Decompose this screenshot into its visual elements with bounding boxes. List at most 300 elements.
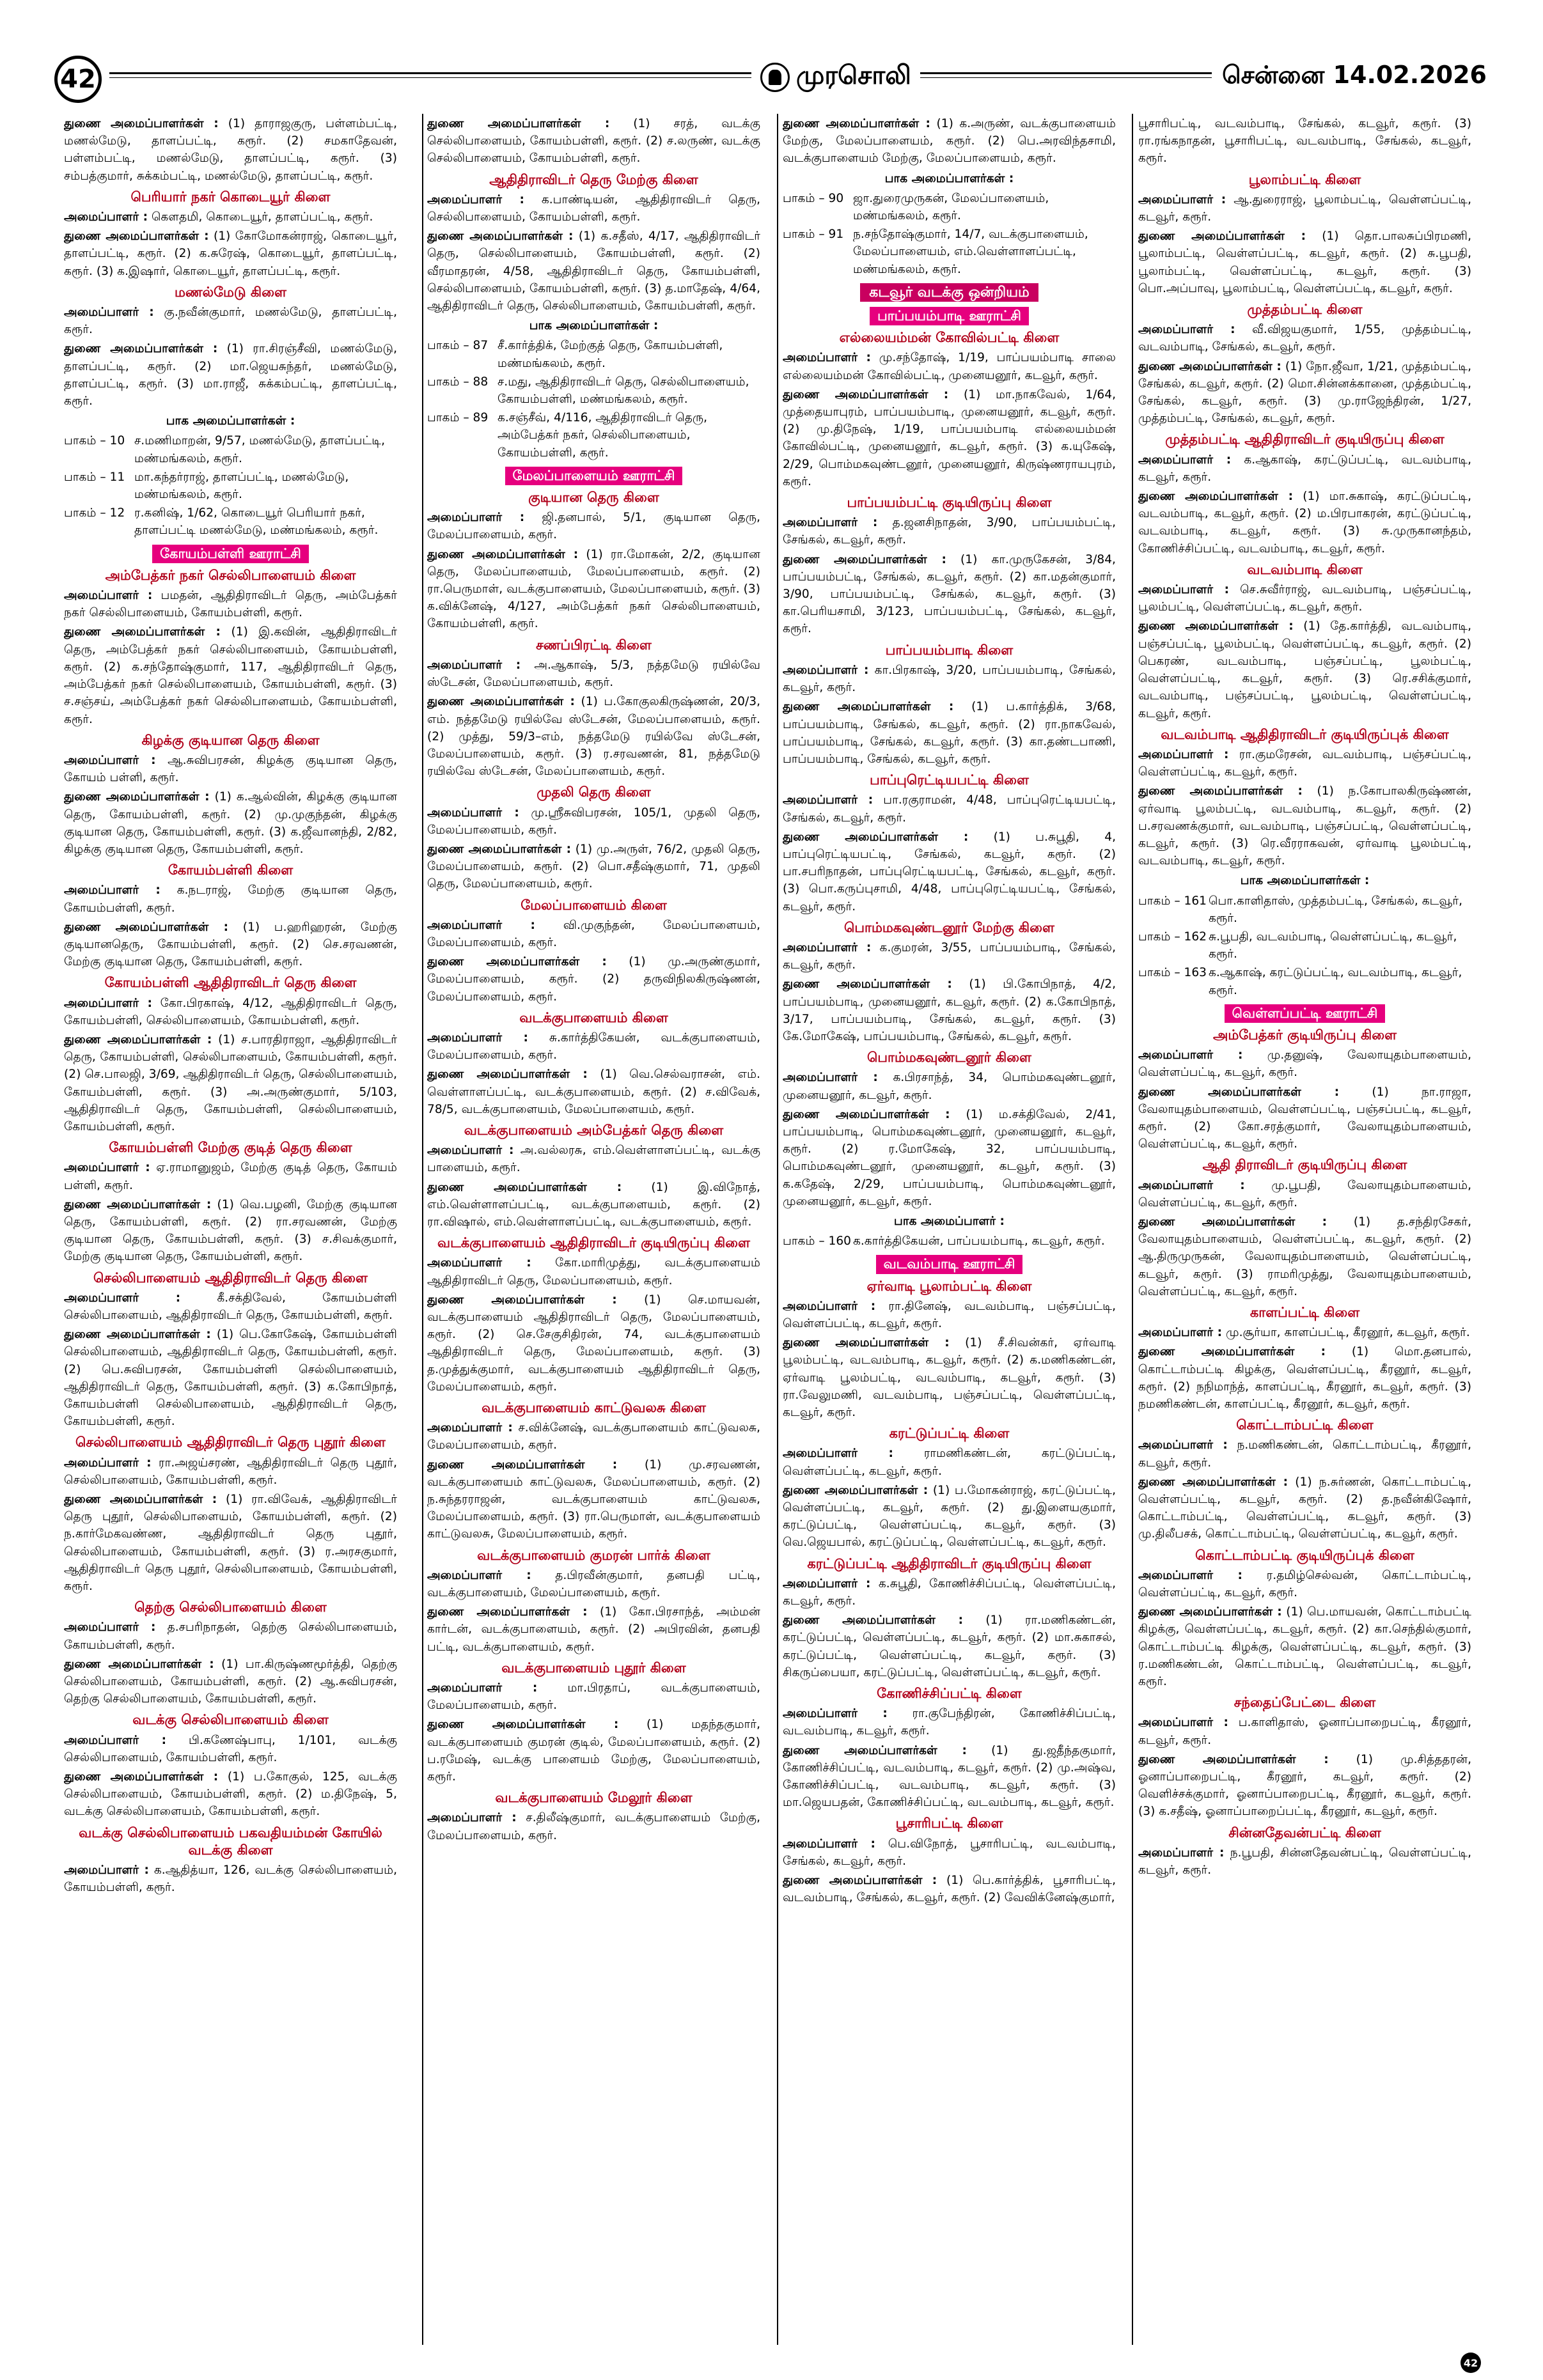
branch-heading: பொம்மகவுண்டனூர் கிளை [867, 1050, 1031, 1066]
entry-text: கோ.மாரிமுத்து, வடக்குபாளையம் ஆதிதிராவிடர் தெரு, மேலப்பாளையம், கரூர். [427, 1256, 760, 1287]
role-label: அமைப்பாளர் : [427, 1568, 531, 1582]
entry-text: (1) ரா.விவேக், ஆதிதிராவிடர் தெரு புதூர், செல்லிபாளையம், கோயம்பள்ளி, கரூர். (2) ந.கார்மேகவண்ண, ஆதிதிராவிடர் தெரு புதூர், செல்லிபாளையம், கோயம்பள்ளி, கரூர். (3) ர.அரசகுமார், ஆதிதிராவிடர் தெரு புதூர், செல்லிபாளையம், கோயம்பள்ளி, கரூர். [64, 1493, 397, 1594]
branch-heading: செல்லிபாளையம் ஆதிதிராவிடர் தெரு கிளை [93, 1270, 368, 1286]
entry-paragraph [1138, 618, 1471, 722]
booth-agent: க.ஆகாஷ், கரட்டுப்பட்டி, வடவம்பாடி, கடவூர், கரூர். [1209, 966, 1462, 997]
booth-agent: க.கார்த்திகேயன், பாப்பயம்பாடி, கடவூர், கரூர். [853, 1234, 1105, 1248]
role-label: அமைப்பாளர் : [1138, 1438, 1228, 1452]
sub-heading: பாக அமைப்பாளர்கள் : [166, 414, 295, 428]
entry-text: க.பிரசாந்த், 34, பொம்மகவுண்டனூர், முனையனூர், கடவூர், கரூர். [783, 1071, 1116, 1102]
entry-paragraph [783, 1872, 1116, 1906]
entry-text: (1) மு.சித்ததரன், ஓனாப்பாறைபட்டி, கீரனூர், கடவூர், கரூர். (2) வெளிச்சக்குமார், ஓனாப்பாறைபட்டி, கீரனூர், கடவூர், கரூர். (3) க.சதீஷ், ஓனாப்பாறைப்பட்டி, கீரனூர், கடவூர், கரூர். [1138, 1752, 1471, 1819]
booth-number: பாகம் – 91 [783, 228, 844, 242]
branch-heading: முத்தம்பட்டி ஆதிதிராவிடர் குடியிருப்பு கிளை [1165, 432, 1445, 447]
entry-paragraph [783, 662, 1116, 696]
role-label: துணை அமைப்பாளர்கள் : [1138, 1085, 1340, 1099]
entry-text: (1) மா.சுகாஷ், கரட்டுப்பட்டி, வடவம்பாடி, கடவூர், கரூர். (2) ம.பிரபாகரன், கரட்டுப்பட்டி, வடவம்பாடி, கடவூர், கரூர். (3) சு.முருகானந்தம், கோணிச்சிப்பட்டி, வடவம்பாடி, கடவூர், கரூர். [1138, 490, 1471, 556]
role-label: அமைப்பாளர் : [1138, 1326, 1223, 1340]
entry-text: (1) ப.கார்த்திக், 3/68, பாப்பயம்பாடி, சேங்கல், கடவூர், கரூர். (2) ரா.நாகவேல், பாப்பயம்பாடி, சேங்கல், கடவூர், கரூர். (3) கா.தண்டபாணி, பாப்பயம்பாடி, சேங்கல், கடவூர், கரூர். [783, 700, 1116, 766]
role-label: அமைப்பாளர் : [783, 1837, 875, 1851]
booth-agent: ச.மணிமாறன், 9/57, மணல்மேடு, தாளப்பட்டி, மண்மங்கலம், கரூர். [134, 434, 386, 465]
entry-paragraph [427, 1419, 760, 1454]
entry-paragraph [1138, 1084, 1471, 1153]
entry-text: (1) சீ.சிவன்கர், ஏர்வாடி பூலம்பட்டி, வடவம்பாடி, கடவூர், கரூர். (2) க.மணிகண்டன், ஏர்வாடி பூலம்பட்டி, வடவம்பாடி, கடவூர், கரூர். (3) ரா.வேலுமணி, வடவம்பாடி, பஞ்சப்பட்டி, வெள்ளப்பட்டி, கடவூர், கரூர். [783, 1336, 1116, 1420]
entry-paragraph [783, 514, 1116, 548]
entry-text: கோ.பிரகாஷ், 4/12, ஆதிதிராவிடர் தெரு, கோயம்பள்ளி, செல்லிபாளையம், கோயம்பள்ளி, கரூர். [64, 996, 397, 1027]
role-label: அமைப்பாளர் : [1138, 192, 1226, 206]
entry-paragraph [1138, 1436, 1471, 1471]
entry-text: க.பாண்டியன், ஆதிதிராவிடர் தெரு, செல்லிபாளையம், கோயம்பள்ளி, கரூர். [427, 192, 760, 224]
branch-heading: பாப்பயம்பாடி கிளை [885, 642, 1014, 658]
entry-paragraph [64, 1732, 397, 1766]
branch-heading: வடக்குபாளையம் குமரன் பார்க் கிளை [477, 1547, 710, 1563]
masthead [54, 61, 1487, 97]
role-label: துணை அமைப்பாளர்கள் : [64, 1032, 212, 1046]
entry-paragraph [64, 623, 397, 727]
entry-paragraph [427, 1066, 760, 1118]
role-label: துணை அமைப்பாளர்கள் : [64, 1493, 217, 1507]
branch-heading: வடக்கு செல்லிபாளையம் கிளை [132, 1712, 329, 1728]
entry-paragraph [427, 804, 760, 839]
entry-paragraph [1138, 746, 1471, 781]
entry-text: ச.விக்னேஷ், வடக்குபாளையம் காட்டுவலசு, மேலப்பாளையம், கரூர். [427, 1421, 760, 1452]
entry-paragraph [783, 791, 1116, 826]
role-label: துணை அமைப்பாளர்கள் : [783, 1107, 950, 1121]
role-label: துணை அமைப்பாளர்கள் : [783, 117, 930, 130]
entry-text: ந.பூபதி, சின்னதேவன்பட்டி, வெள்ளப்பட்டி, கடவூர், கரூர். [1138, 1846, 1471, 1878]
role-label: அமைப்பாளர் : [427, 1811, 517, 1825]
branch-heading: கோயம்பள்ளி மேற்கு குடித் தெரு கிளை [109, 1140, 352, 1156]
entry-paragraph [1138, 1751, 1471, 1821]
entry-paragraph [783, 1106, 1116, 1210]
article-columns [64, 115, 1486, 2343]
booth-row [1138, 892, 1471, 927]
entry-paragraph [427, 693, 760, 780]
entry-text: (1) ந.சுர்ணன், கொட்டாம்பட்டி, வெள்ளப்பட்டி, கடவூர், கரூர். (2) த.நவீன்கிஷோர், கொட்டாம்பட்டி, வெள்ளப்பட்டி, கடவூர், கரூர். (3) மு.திலீபசக், கொட்டாம்பட்டி, வெள்ளப்பட்டி, கடவூர், கரூர். [1138, 1475, 1471, 1541]
entry-text: (1) ப.ஹரிஹரன், மேற்கு குடியானதெரு, கோயம்பள்ளி, கரூர். (2) செ.சரவணன், மேற்கு குடியான தெரு, கோயம்பள்ளி, கரூர். [64, 920, 397, 969]
entry-paragraph [427, 1029, 760, 1064]
role-label: துணை அமைப்பாளர்கள் : [783, 977, 952, 992]
branch-heading: கிழக்கு குடியான தெரு கிளை [141, 732, 320, 748]
entry-paragraph [783, 1334, 1116, 1421]
entry-paragraph [427, 1809, 760, 1844]
branch-heading: கோணிச்சிப்பட்டி கிளை [877, 1686, 1022, 1702]
booth-row [783, 190, 1116, 224]
entry-text: மு.சந்தோஷ், 1/19, பாப்பயம்பாடி சாலை எல்லையம்மன் கோவில்பட்டி, முனையனூர், கடவூர், கரூர். [783, 351, 1116, 382]
entry-text: அ.ஆகாஷ், 5/3, நத்தமேடு ரயில்வே ஸ்டேசன், மேலப்பாளையம், கரூர். [427, 658, 760, 690]
entry-text: பெ.விநோத், பூசாரிபட்டி, வடவம்பாடி, சேங்கல், கடவூர், கரூர். [783, 1837, 1116, 1868]
entry-paragraph [427, 1679, 760, 1714]
branch-heading: வடக்குபாளையம் மேலூர் கிளை [495, 1790, 693, 1806]
booth-agent: க.சஞ்சீவ், 4/116, ஆதிதிராவிடர் தெரு, அம்பேத்கர் நகர், செல்லிபாளையம், கோயம்பள்ளி, கரூர். [497, 411, 707, 460]
entry-text: (1) சரத், வடக்கு செல்லிபாளையம், கோயம்பள்ளி, கரூர். (2) ச.லருண், வடக்கு செல்லிபாளையம், கோயம்பள்ளி, கரூர். [427, 117, 760, 166]
entry-paragraph [427, 841, 760, 893]
role-label: அமைப்பாளர் : [427, 1144, 514, 1158]
entry-paragraph [783, 115, 1116, 167]
role-label: அமைப்பாளர் : [1138, 1048, 1243, 1062]
page-number-badge: 42 [54, 56, 102, 103]
branch-heading: கோயம்பள்ளி ஆதிதிராவிடர் தெரு கிளை [104, 975, 357, 991]
sub-heading: பாக அமைப்பாளர்கள் : [529, 319, 659, 333]
role-label: அமைப்பாளர் : [427, 192, 524, 206]
panchayat-banner: கோயம்பள்ளி ஊராட்சி [152, 545, 309, 563]
role-label: அமைப்பாளர் : [427, 1421, 513, 1435]
entry-text: க.குமரன், 3/55, பாப்பயம்பாடி, சேங்கல், கடவூர், கரூர். [783, 940, 1116, 972]
entry-paragraph [1138, 1474, 1471, 1543]
entry-paragraph [783, 349, 1116, 384]
booth-row [427, 373, 760, 408]
entry-text: (1) ரா.சிரஞ்சீவி, மணல்மேடு, தாளப்பட்டி, கரூர். (2) மா.ஜெயசுந்தர், மணல்மேடு, தாளப்பட்டி, கரூர். (3) மா.ராஜீ, சுக்கம்பட்டி, தாளப்பட்டி, கரூர். [64, 342, 397, 408]
entry-text: மு.சூர்யா, காளப்பட்டி, கீரனூர், கடவூர், கரூர். [1225, 1326, 1470, 1340]
entry-text: வி.முகுந்தன், மேலப்பாளையம், மேலப்பாளையம், கரூர். [427, 918, 760, 949]
role-label: துணை அமைப்பாளர்கள் : [64, 920, 229, 934]
panchayat-banner: பாப்பயம்பாடி ஊராட்சி [870, 307, 1029, 325]
branch-heading: எல்லையம்மன் கோவில்பட்டி கிளை [839, 330, 1060, 346]
entry-text: மா.பிரதாப், வடக்குபாளையம், மேலப்பாளையம், கரூர். [427, 1681, 760, 1713]
role-label: அமைப்பாளர் : [783, 1071, 878, 1085]
entry-paragraph [783, 1612, 1116, 1681]
booth-number: பாகம் – 12 [64, 506, 125, 520]
newspaper-logo [751, 61, 920, 93]
role-label: துணை அமைப்பாளர்கள் : [1138, 619, 1294, 634]
entry-paragraph [427, 1567, 760, 1601]
role-label: துணை அமைப்பாளர்கள் : [64, 1328, 211, 1342]
role-label: துணை அமைப்பாளர்கள் : [1138, 229, 1306, 244]
entry-paragraph [64, 995, 397, 1029]
entry-text: கீ.சக்திவேல், கோயம்பள்ளி செல்லிபாளையம், ஆதிதிராவிடர் தெரு, கோயம்பள்ளி, கரூர். [64, 1291, 397, 1322]
branch-heading: மேலப்பாளையம் கிளை [521, 897, 667, 913]
entry-paragraph [427, 1456, 760, 1543]
entry-paragraph [1138, 1844, 1471, 1879]
entry-paragraph [783, 1835, 1116, 1870]
branch-heading: காளப்பட்டி கிளை [1249, 1305, 1360, 1320]
entry-text: (1) இ.கவின், ஆதிதிராவிடர் தெரு, அம்பேத்கர் நகர் செல்லிபாளையம், கோயம்பள்ளி, கரூர். (2) க.சந்தோஷ்குமார், 117, ஆதிதிராவிடர் தெரு, அம்பேத்கர் நகர் செல்லிபாளையம், கோயம்பள்ளி, கரூர். (3) ச.சஞ்சய், அம்பேத்கர் நகர் செல்லிபாளையம், கோயம்பள்ளி, கரூர். [64, 625, 397, 726]
role-label: அமைப்பாளர் : [64, 1863, 149, 1878]
role-label: அமைப்பாளர் : [783, 351, 871, 365]
sub-heading: பாக அமைப்பாளர்கள் : [1240, 874, 1370, 888]
role-label: துணை அமைப்பாளர்கள் : [427, 1458, 618, 1472]
role-label: அமைப்பாளர் : [427, 511, 525, 525]
booth-agent: ர.கனிஷ், 1/62, கொடையூர் பெரியார் நகர், தாளப்பட்டி மணல்மேடு, மண்மங்கலம், கரூர். [134, 506, 379, 538]
entry-text: சு.கார்த்திகேயன், வடக்குபாளையம், மேலப்பாளையம், கரூர். [427, 1031, 760, 1062]
role-label: துணை அமைப்பாளர்கள் : [427, 1068, 588, 1082]
role-label: துணை அமைப்பாளர்கள் : [783, 1336, 950, 1350]
role-label: துணை அமைப்பாளர்கள் : [783, 387, 949, 401]
branch-heading: வடக்குபாளையம் அம்பேத்கர் தெரு கிளை [464, 1122, 724, 1138]
sub-heading: பாக அமைப்பாளர்கள் : [884, 171, 1014, 185]
entry-text: மு.பூபதி, வேலாயுதம்பாளையம், வெள்ளப்பட்டி, கடவூர், கரூர். [1138, 1178, 1471, 1209]
entry-paragraph [64, 882, 397, 916]
entry-paragraph [783, 1445, 1116, 1479]
footer-page-number: 42 [1461, 2353, 1481, 2373]
branch-heading: கரட்டுப்பட்டி கிளை [889, 1426, 1010, 1442]
entry-paragraph [783, 1069, 1116, 1103]
entry-text: (1) பெ.கார்த்திக், பூசாரிபட்டி, வடவம்பாடி, சேங்கல், கடவூர், கரூர். (2) வேவிக்னேஷ்குமார், [783, 1874, 1116, 1905]
entry-paragraph [64, 340, 397, 410]
entry-text: (1) மதந்தகுமார், வடக்குபாளையம் குமரன் குடில், மேலப்பாளையம், கரூர். (2) ப.ரமேஷ், வடக்கு பாளையம் மேற்கு, மேலப்பாளையம், கரூர். [427, 1718, 760, 1784]
branch-heading: வடக்குபாளையம் கிளை [519, 1009, 668, 1025]
union-banner: கடவூர் வடக்கு ஒன்றியம் [860, 283, 1038, 302]
entry-text: த.ஜனசிநாதன், 3/90, பாப்பயம்பட்டி, சேங்கல், கடவூர், கரூர். [783, 516, 1116, 547]
branch-heading: குடியான தெரு கிளை [528, 490, 659, 506]
role-label: துணை அமைப்பாளர்கள் : [427, 695, 575, 709]
entry-text: (1) மு.அருள், 76/2, முதலி தெரு, மேலப்பாளையம், கரூர். (2) பொ.சதீஷ்குமார், 71, முதலி தெரு, மேலப்பாளையம், கரூர். [427, 842, 760, 891]
column-2 [427, 115, 760, 2343]
entry-text: (1) மு.அருண்குமார், மேலப்பாளையம், கரூர். (2) தருவிநிலகிருஷ்ணன், மேலப்பாளையம், கரூர். [427, 955, 760, 1004]
booth-number: பாகம் – 163 [1138, 966, 1207, 980]
role-label: அமைப்பாளர் : [783, 1447, 893, 1461]
role-label: அமைப்பாளர் : [64, 589, 153, 603]
role-label: துணை அமைப்பாளர்கள் : [783, 830, 969, 844]
entry-text: ச.திலீஷ்குமார், வடக்குபாளையம் மேற்கு, மேலப்பாளையம், கரூர். [427, 1811, 760, 1842]
entry-text: க.ஆதித்யா, 126, வடக்கு செல்லிபாளையம், கோயம்பள்ளி, கரூர். [64, 1863, 397, 1895]
sub-heading: பாக அமைப்பாளர் : [894, 1214, 1005, 1228]
role-label: துணை அமைப்பாளர்கள் : [427, 1180, 622, 1194]
role-label: அமைப்பாளர் : [783, 793, 873, 807]
entry-paragraph [1138, 451, 1471, 486]
entry-text: (1) நோ.ஜீவா, 1/21, முத்தம்பட்டி, சேங்கல், கடவூர், கரூர். (2) மொ.சின்னக்கானை, முத்தம்பட்டி, சேங்கல், கடவூர், கரூர். (3) மு.ராஜேந்திரன், 1/27, முத்தம்பட்டி, சேங்கல், கடவூர், கரூர். [1138, 359, 1471, 426]
entry-text: ரா.அஜய்சரண், ஆதிதிராவிடர் தெரு புதூர், செல்லிபாளையம், கோயம்பள்ளி, கரூர். [64, 1456, 397, 1487]
booth-agent: சீ.கார்த்திக், மேற்குத் தெரு, கோயம்பள்ளி, மண்மங்கலம், கரூர். [497, 339, 723, 370]
branch-heading: கொட்டாம்பட்டி கிளை [1236, 1417, 1374, 1433]
role-label: அமைப்பாளர் : [427, 918, 535, 932]
entry-paragraph [64, 304, 397, 338]
entry-paragraph [1138, 191, 1471, 226]
entry-paragraph [427, 191, 760, 226]
entry-text: (1) செ.மாயவன், வடக்குபாளையம் ஆதிதிராவிடர் தெரு, மேலப்பாளையம், கரூர். (2) செ.சேகுசிதிரன், 74, வடக்குபாளையம் ஆதிதிராவிடர் தெரு, மேலப்பாளையம், கரூர். (3) த.முத்துக்குமார், வடக்குபாளையம் ஆதிதிராவிடர் தெரு, மேலப்பாளையம், கரூர். [427, 1293, 760, 1394]
role-label: துணை அமைப்பாளர்கள் : [1138, 784, 1303, 798]
entry-text: (1) ப.சுபூதி, 4, பாப்புரெட்டியபட்டி, சேங்கல், கடவூர், கரூர். (2) பா.சபரிநாதன், பாப்புரெட்டியபட்டி, சேங்கல், கடவூர், கரூர். (3) பொ.கருப்புசாமி, 4/48, பாப்புரெட்டியபட்டி, சேங்கல், கடவூர், கரூர். [783, 830, 1116, 914]
entry-text: கௌதமி, கொடையூர், தாளப்பட்டி, கரூர். [151, 210, 373, 224]
entry-text: (1) க.சதீஸ், 4/17, ஆதிதிராவிடர் தெரு, செல்லிபாளையம், கோயம்பள்ளி, கரூர். (2) வீரமாதரன், 4/58, ஆதிதிராவிடர் தெரு, கோயம்பள்ளி, செல்லிபாளையம், கோயம்பள்ளி, கரூர். (3) த.மாதேஷ், 4/64, ஆதிதிராவிடர் தெரு, செல்லிபாளையம், கோயம்பள்ளி, கரூர். [427, 229, 760, 313]
entry-text: பா.ரகுராமன், 4/48, பாப்புரெட்டியபட்டி, சேங்கல், கடவூர், கரூர். [783, 793, 1116, 825]
booth-number: பாகம் – 90 [783, 191, 844, 205]
entry-paragraph [1138, 228, 1471, 297]
branch-heading: பூசாரிபட்டி கிளை [895, 1816, 1003, 1832]
entry-text: வீ.விஜயகுமார், 1/55, முத்தம்பட்டி, வடவம்பாடி, சேங்கல், கடவூர், கரூர். [1138, 323, 1471, 354]
entry-text: ரா.தினேஷ், வடவம்பாடி, பஞ்சப்பட்டி, வெள்ளப்பட்டி, கடவூர், கரூர். [783, 1299, 1116, 1330]
entry-paragraph [783, 386, 1116, 490]
entry-paragraph [64, 1196, 397, 1266]
entry-paragraph [783, 551, 1116, 638]
role-label: அமைப்பாளர் : [427, 1256, 531, 1270]
role-label: துணை அமைப்பாளர்கள் : [427, 1605, 588, 1619]
entry-text: (1) ப.மோகன்ராஜ், கரட்டுப்பட்டி, வெள்ளப்பட்டி, கடவூர், கரூர். (2) து.இளையகுமார், கரட்டுப்பட்டி, வெள்ளப்பட்டி, கடவூர், கரூர். (3) வெ.ஜெயபால், கரட்டுப்பட்டி, வெள்ளப்பட்டி, கடவூர், கரூர். [783, 1483, 1116, 1550]
entry-paragraph [427, 657, 760, 691]
entry-paragraph [427, 917, 760, 951]
entry-text: செ.சுவீர்ராஜ், வடவம்பாடி, பஞ்சப்பட்டி, பூலம்பட்டி, வெள்ளப்பட்டி, கடவூர், கரூர். [1138, 583, 1471, 614]
booth-row [783, 226, 1116, 278]
branch-heading: ஆதி திராவிடர் குடியிருப்பு கிளை [1202, 1157, 1407, 1173]
role-label: துணை அமைப்பாளர்கள் : [1138, 1475, 1288, 1489]
role-label: அமைப்பாளர் : [783, 516, 878, 530]
role-label: அமைப்பாளர் : [783, 1299, 876, 1313]
entry-text: (1) பெ.கோகேஷ், கோயம்பள்ளி செல்லிபாளையம், ஆதிதிராவிடர் தெரு, கோயம்பள்ளி, கரூர். (2) பெ.சுவிபரசன், கோயம்பள்ளி செல்லிபாளையம், ஆதிதிராவிடர் தெரு, கோயம்பள்ளி, கரூர். (3) க.கோபிநாத், கோயம்பள்ளி செல்லிபாளையம், ஆதிதிராவிடர் தெரு, கோயம்பள்ளி, கரூர். [64, 1328, 397, 1429]
entry-paragraph [1138, 1046, 1471, 1081]
entry-paragraph [1138, 1343, 1471, 1413]
entry-paragraph [64, 1491, 397, 1595]
entry-text: (1) பா.கிருஷ்ணமூர்த்தி, தெற்கு செல்லிபாளையம், கோயம்பள்ளி, கரூர். (2) ஆ.சுவிபரசன், தெற்கு செல்லிபாளையம், கோயம்பள்ளி, கரூர். [64, 1657, 397, 1706]
entry-paragraph [1138, 115, 1471, 167]
branch-heading: பெரியார் நகர் கொடையூர் கிளை [130, 189, 331, 205]
entry-text: (1) நா.ராஜா, வேலாயுதம்பாளையம், வெள்ளப்பட்டி, பஞ்சப்பட்டி, கடவூர், கரூர். (2) கோ.சரத்குமார், வேலாயுதம்பாளையம், வெள்ளப்பட்டி, கடவூர், கரூர். [1138, 1085, 1471, 1151]
entry-text: (1) ந.கோபாலகிருஷ்ணன், ஏர்வாடி பூலம்பட்டி, வடவம்பாடி, கடவூர், கரூர். (2) ப.சரவணக்குமார், வடவம்பாடி, பஞ்சப்பட்டி, வெள்ளப்பட்டி, கடவூர், கரூர். (3) ரெ.வீரராகவன், ஏர்வாடி பூலம்பட்டி, வடவம்பாடி, கடவூர், கரூர். [1138, 784, 1471, 868]
entry-text: (1) ச.பாரதிராஜா, ஆதிதிராவிடர் தெரு, கோயம்பள்ளி, செல்லிபாளையம், கோயம்பள்ளி, கரூர். (2) செ.பாலஜி, 3/69, ஆதிதிராவிடர் தெரு, செல்லிபாளையம், கோயம்பள்ளி, கரூர். (3) அ.அருண்குமார், 5/103, ஆதிதிராவிடர் தெரு, கோயம்பள்ளி, செல்லிபாளையம், கோயம்பள்ளி, கரூர். [64, 1032, 397, 1133]
entry-text: (1) வெ.செல்வராசன், எம். வெள்ளாளப்பட்டி, வடக்குபாளையம், கரூர். (2) ச.விவேக், 78/5, வடக்குபாளையம், மேலப்பாளையம், கரூர். [427, 1068, 760, 1116]
entry-text: (1) வெ.பழனி, மேற்கு குடியான தெரு, கோயம்பள்ளி, கரூர். (2) ரா.சரவணன், மேற்கு குடியான தெரு, கோயம்பள்ளி, கரூர். (3) ச.சிவக்குமார், மேற்கு குடியான தெரு, கோயம்பள்ளி, கரூர். [64, 1197, 397, 1264]
entry-paragraph [64, 587, 397, 621]
entry-text: ப.காளிதாஸ், ஓனாப்பாறைபட்டி, கீரனூர், கடவூர், கரூர். [1138, 1716, 1471, 1747]
dateline: சென்னை 14.02.2026 [1212, 61, 1487, 93]
booth-agent: மா.கந்தர்ராஜ், தாளப்பட்டி, மணல்மேடு, மண்மங்கலம், கரூர். [134, 470, 349, 502]
entry-text: பூசாரிபட்டி, வடவம்பாடி, சேங்கல், கடவூர், கரூர். (3) ரா.ரங்கநாதன், பூசாரிபட்டி, வடவம்பாடி, சேங்கல், கடவூர், கரூர். [1138, 117, 1471, 166]
booth-row [64, 432, 397, 467]
branch-heading: கரட்டுப்பட்டி ஆதிதிராவிடர் குடியிருப்பு கிளை [807, 1555, 1092, 1571]
entry-text: (1) கா.முருகேசன், 3/84, பாப்பயம்பட்டி, சேங்கல், கடவூர், கரூர். (2) கா.மதன்குமார், 3/90, பாப்பயம்பட்டி, சேங்கல், கடவூர், கரூர். (3) கா.பெரியசாமி, 3/123, பாப்பயம்பட்டி, சேங்கல், கடவூர், கரூர். [783, 552, 1116, 636]
entry-paragraph [783, 1742, 1116, 1812]
entry-paragraph [64, 228, 397, 280]
entry-text: (1) பி.கோபிநாத், 4/2, பாப்பயம்பாடி, முனையனூர், கடவூர், கரூர். (2) க.கோபிநாத், 3/17, பாப்பயம்பாடி, சேங்கல், கடவூர், கரூர். (3) கே.மோகேஷ், பாப்பயம்பாடி, சேங்கல், கடவூர், கரூர். [783, 977, 1116, 1043]
role-label: துணை அமைப்பாளர்கள் : [64, 625, 221, 639]
entry-text: ஜி.தனபால், 5/1, குடியான தெரு, மேலப்பாளையம், கரூர். [427, 511, 760, 542]
entry-paragraph [1138, 321, 1471, 355]
booth-number: பாகம் – 10 [64, 434, 125, 448]
role-label: அமைப்பாளர் : [1138, 1568, 1242, 1582]
entry-text: ர.தமிழ்செல்வன், கொட்டாம்பட்டி, வெள்ளப்பட்டி, கடவூர், கரூர். [1138, 1568, 1471, 1600]
entry-text: (1) மா.நாகவேல், 1/64, முத்தையாபுரம், பாப்பயம்பாடி, முனையனூர், கடவூர், கரூர். (2) மு.திநேஷ், 1/19, பாப்பயம்பாடி எல்லையம்மன் கோவில்பட்டி, முனையனூர், கடவூர், கரூர். (3) க.யுகேஷ், 2/29, பொம்மகவுண்டனூர், முனையனூர், கிருஷ்ணராயபுரம், கரூர். [783, 387, 1116, 488]
booth-row [783, 1233, 1116, 1250]
entry-paragraph [64, 1619, 397, 1653]
booth-agent: பொ.காளிதாஸ், முத்தம்பட்டி, சேங்கல், கடவூர், கரூர். [1209, 894, 1463, 925]
branch-heading: ஏர்வாடி பூலாம்பட்டி கிளை [866, 1278, 1032, 1294]
booth-number: பாகம் – 162 [1138, 929, 1207, 944]
branch-heading: முத்தம்பட்டி கிளை [1247, 302, 1363, 318]
booth-number: பாகம் – 88 [427, 375, 489, 389]
booth-agent: சு.பூபதி, வடவம்பாடி, வெள்ளப்பட்டி, கடவூர், கரூர். [1209, 929, 1457, 961]
entry-text: (1) மு.சரவணன், வடக்குபாளையம் காட்டுவலசு, மேலப்பாளையம், கரூர். (2) ந.சுந்தரராஜன், வடக்குபாளையம் காட்டுவலசு, மேலப்பாளையம், கரூர். (3) ரா.பெருமாள், வடக்குபாளையம் காட்டுவலசு, மேலப்பாளையம், கரூர். [427, 1458, 760, 1541]
entry-paragraph [783, 1298, 1116, 1332]
branch-heading: பாப்புரெட்டியபட்டி கிளை [870, 772, 1029, 788]
booth-agent: ந.சந்தோஷ்குமார், 14/7, வடக்குபாளையம், மேலப்பாளையம், எம்.வெள்ளாளப்பட்டி, மண்மங்கலம், கரூர். [853, 228, 1088, 276]
role-label: துணை அமைப்பாளர்கள் : [783, 700, 954, 714]
branch-heading: வடக்குபாளையம் ஆதிதிராவிடர் குடியிருப்பு கிளை [437, 1235, 750, 1251]
entry-paragraph [64, 1159, 397, 1194]
booth-row [1138, 964, 1471, 999]
entry-paragraph [427, 1603, 760, 1656]
entry-paragraph [1138, 581, 1471, 616]
branch-heading: மணல்மேடு கிளை [175, 284, 286, 300]
entry-text: (1) இ.விநோத், எம்.வெள்ளாளப்பட்டி, வடக்குபாளையம், கரூர். (2) ரா.விஷால், எம்.வெள்ளாளப்பட்டி, வடக்குபாளையம், கரூர். [427, 1180, 760, 1229]
booth-row [427, 337, 760, 371]
entry-text: கு.நவீன்குமார், மணல்மேடு, தாளப்பட்டி, கரூர். [64, 306, 397, 337]
booth-number: பாகம் – 161 [1138, 894, 1207, 908]
role-label: அமைப்பாளர் : [427, 1031, 528, 1045]
booth-number: பாகம் – 11 [64, 470, 125, 484]
booth-row [1138, 928, 1471, 963]
entry-text: க.நடராஜ், மேற்கு குடியான தெரு, கோயம்பள்ளி, கரூர். [64, 883, 397, 915]
booth-number: பாகம் – 87 [427, 339, 489, 353]
role-label: துணை அமைப்பாளர்கள் : [1138, 1752, 1329, 1766]
entry-paragraph [427, 1254, 760, 1289]
role-label: அமைப்பாளர் : [64, 753, 156, 767]
entry-text: (1) க.ஆல்வின், கிழக்கு குடியான தெரு, கோயம்பள்ளி, கரூர். (2) மு.முகுந்தன், கிழக்கு குடியான தெரு, கோயம்பள்ளி, கரூர். (3) க.ஜீவானந்தி, 2/82, கிழக்கு குடியான தெரு, கோயம்பள்ளி, கரூர். [64, 790, 397, 856]
role-label: அமைப்பாளர் : [783, 663, 869, 677]
entry-paragraph [64, 1862, 397, 1896]
entry-paragraph [1138, 1213, 1471, 1300]
role-label: துணை அமைப்பாளர்கள் : [427, 229, 574, 244]
entry-paragraph [1138, 782, 1471, 869]
entry-paragraph [64, 115, 397, 185]
entry-text: ராமணிகண்டன், கரட்டுப்பட்டி, வெள்ளப்பட்டி, கடவூர், கரூர். [783, 1447, 1116, 1478]
role-label: அமைப்பாளர் : [427, 658, 521, 672]
branch-heading: பூலாம்பட்டி கிளை [1248, 171, 1361, 187]
entry-text: பி.கணேஷ்பாபு, 1/101, வடக்கு செல்லிபாளையம், கோயம்பள்ளி, கரூர். [64, 1733, 397, 1764]
role-label: துணை அமைப்பாளர்கள் : [783, 1743, 967, 1757]
booth-row [427, 409, 760, 462]
booth-row [64, 469, 397, 503]
branch-heading: கோயம்பள்ளி கிளை [168, 862, 294, 878]
entry-paragraph [427, 953, 760, 1006]
role-label: துணை அமைப்பாளர்கள் : [427, 955, 607, 969]
entry-paragraph [427, 509, 760, 543]
panchayat-banner: மேலப்பாளையம் ஊராட்சி [505, 467, 683, 485]
entry-text: (1) தாராஜகுரு, பள்ளம்பட்டி, மணல்மேடு, தாளப்பட்டி, கரூர். (2) சமகாதேவன், பள்ளம்பட்டி, மணல்மேடு, தாளப்பட்டி, கரூர். (3) சம்பத்குமார், சுக்கம்பட்டி, மணல்மேடு, தாளப்பட்டி, கரூர். [64, 117, 397, 183]
role-label: துணை அமைப்பாளர்கள் : [64, 1197, 212, 1211]
role-label: துணை அமைப்பாளர்கள் : [1138, 490, 1294, 504]
role-label: அமைப்பாளர் : [1138, 1716, 1228, 1730]
role-label: துணை அமைப்பாளர்கள் : [427, 547, 579, 561]
booth-number: பாகம் – 160 [783, 1234, 852, 1248]
role-label: அமைப்பாளர் : [64, 1161, 150, 1175]
role-label: துணை அமைப்பாளர்கள் : [783, 1614, 964, 1628]
entry-text: (1) தொ.பாலசுப்பிரமணி, பூலாம்பட்டி, வெள்ளப்பட்டி, கடவூர், கரூர். (2) சு.பூபதி, பூலாம்பட்டி, வெள்ளப்பட்டி, கடவூர், கரூர். (3) பொ.அப்பாவு, பூலாம்பட்டி, வெள்ளப்பட்டி, கடவூர், கரூர். [1138, 229, 1471, 295]
entry-paragraph [427, 115, 760, 167]
booth-agent: ஜா.துரைமுருகன், மேலப்பாளையம், மண்மங்கலம், கரூர். [853, 191, 1049, 223]
entry-paragraph [1138, 358, 1471, 428]
entry-paragraph [427, 228, 760, 315]
entry-paragraph [1138, 1603, 1471, 1690]
entry-paragraph [64, 1656, 397, 1708]
role-label: துணை அமைப்பாளர்கள் : [1138, 1215, 1328, 1229]
entry-paragraph [783, 1575, 1116, 1610]
entry-text: மு.தனுஷ், வேலாயுதம்பாளையம், வெள்ளப்பட்டி, கடவூர், கரூர். [1138, 1048, 1471, 1080]
branch-heading: முதலி தெரு கிளை [537, 784, 651, 800]
entry-paragraph [427, 1716, 760, 1785]
column-4 [1138, 115, 1471, 2343]
branch-heading: சந்தைப்பேட்டை கிளை [1234, 1695, 1376, 1711]
entry-paragraph [1138, 1567, 1471, 1601]
role-label: துணை அமைப்பாளர்கள் : [783, 1874, 937, 1888]
branch-heading: சணப்பிரட்டி கிளை [536, 637, 652, 653]
role-label: துணை அமைப்பாளர்கள் : [64, 1657, 214, 1671]
branch-heading: அம்பேத்கர் குடியிருப்பு கிளை [1212, 1027, 1397, 1043]
role-label: அமைப்பாளர் : [64, 1621, 156, 1635]
entry-text: த.சபரிநாதன், தெற்கு செல்லிபாளையம், கோயம்பள்ளி, கரூர். [64, 1621, 397, 1652]
entry-text: க.சுபூதி, கோணிச்சிப்பட்டி, வெள்ளப்பட்டி, கடவூர், கரூர். [783, 1576, 1116, 1608]
booth-agent: ச.மது, ஆதிதிராவிடர் தெரு, செல்லிபாளையம், கோயம்பள்ளி, மண்மங்கலம், கரூர். [497, 375, 749, 407]
branch-heading: அம்பேத்கர் நகர் செல்லிபாளையம் கிளை [105, 567, 356, 583]
branch-heading: பாப்பயம்பட்டி குடியிருப்பு கிளை [847, 495, 1052, 511]
entry-paragraph [783, 976, 1116, 1045]
role-label: துணை அமைப்பாளர்கள் : [783, 552, 946, 566]
branch-heading: வடவம்பாடி கிளை [1247, 561, 1363, 577]
branch-heading: கொட்டாம்பட்டி குடியிருப்புக் கிளை [1195, 1547, 1414, 1563]
role-label: அமைப்பாளர் : [64, 996, 152, 1010]
panchayat-banner: வடவம்பாடி ஊராட்சி [876, 1255, 1023, 1273]
entry-paragraph [783, 1482, 1116, 1552]
role-label: துணை அமைப்பாளர்கள் : [783, 1483, 928, 1497]
entry-text: ஆ.சுவிபரசன், கிழக்கு குடியான தெரு, கோயம் பள்ளி, கரூர். [64, 753, 397, 785]
